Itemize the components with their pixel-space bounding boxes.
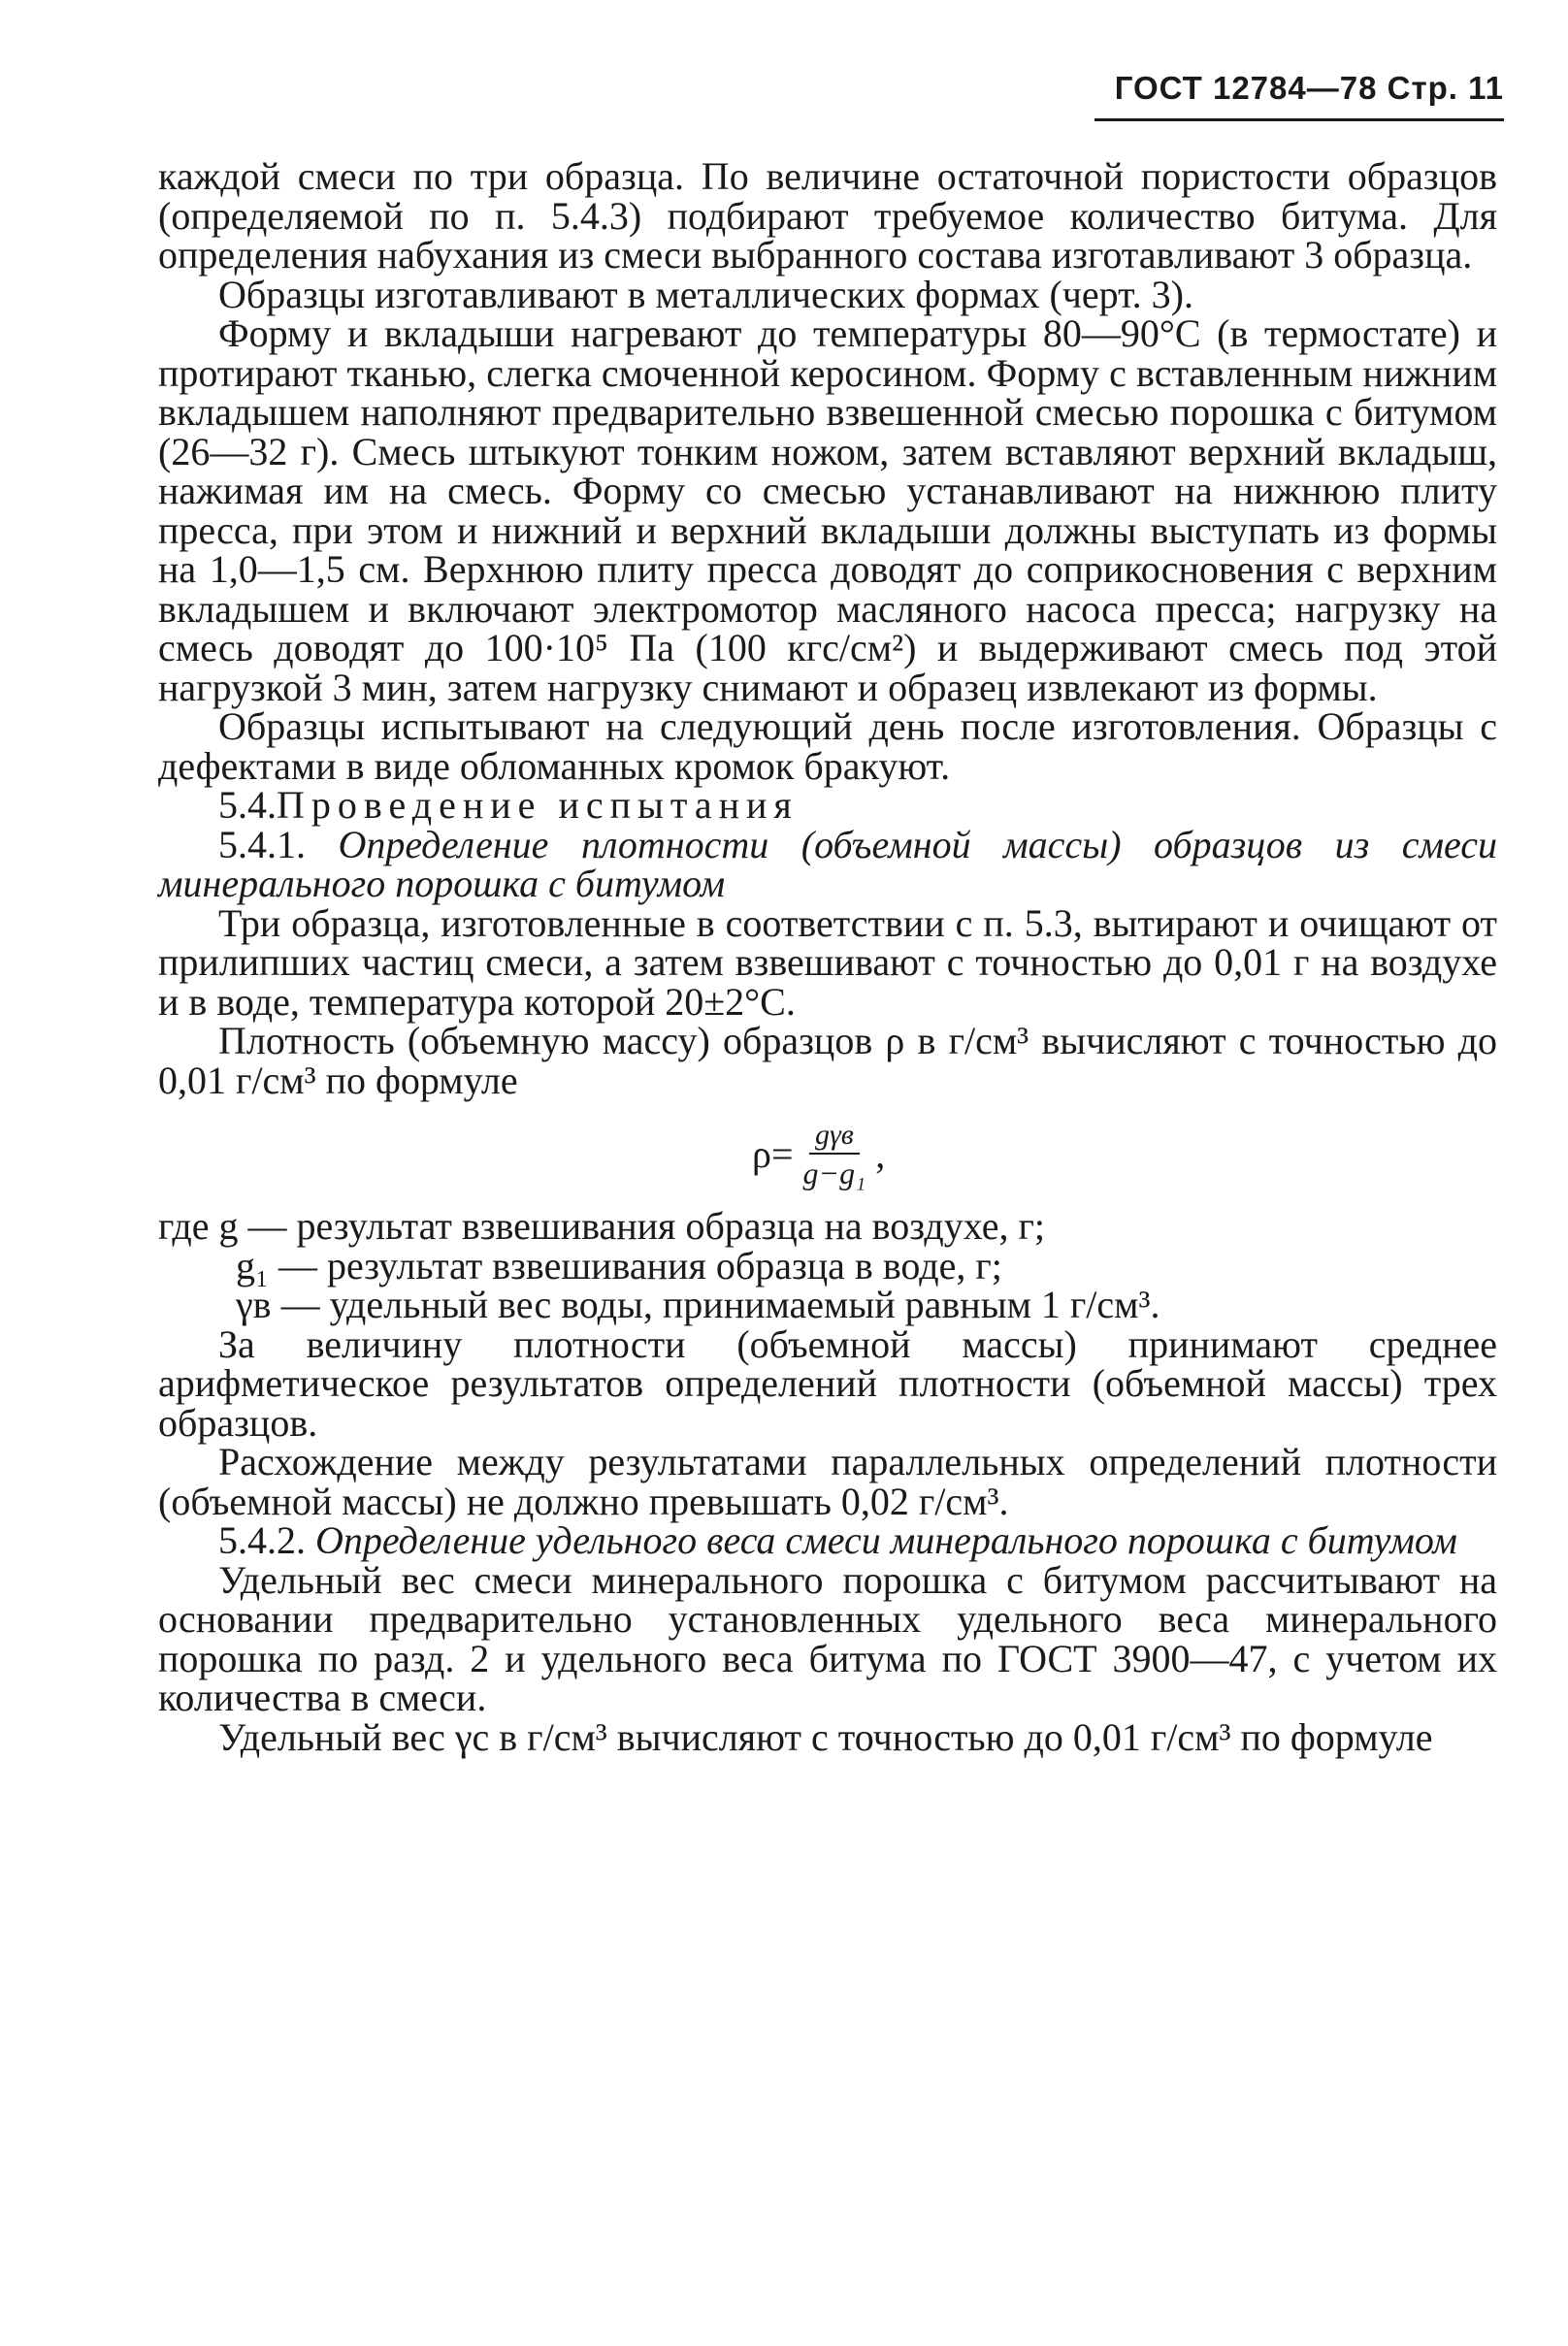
formula-numerator: gγв (809, 1118, 860, 1155)
page-header: ГОСТ 12784—78 Стр. 11 (1114, 70, 1504, 106)
paragraph: Образцы изготавливают в металлических формах (черт. 3). (218, 272, 1193, 316)
body-text (158, 154, 1497, 1759)
section-number: 5.4. (218, 783, 277, 827)
paragraph: Три образца, изготовленные в соответствии с п. 5.3, вытирают и очищают от прилипших частиц смеси, а затем взвешивают с точностью до 0,01 г на воздухе и в воде, температура которой 20±2°С. (158, 900, 1497, 1024)
paragraph: Удельный вес смеси минерального порошка с битумом рассчитывают на основании предварительно установленных удельного веса минерального порошка по разд. 2 и удельного веса битума по ГОСТ 3900—47, с учетом их количества в смеси. (158, 1557, 1497, 1719)
subsection-number: 5.4.2. (218, 1518, 306, 1562)
formula-block (158, 1100, 1497, 1207)
density-formula (752, 1118, 885, 1191)
subsection-title: Определение удельного веса смеси минерального порошка с битумом (315, 1518, 1457, 1562)
formula-denominator: g−g₁ (802, 1156, 866, 1190)
paragraph: Удельный вес γc в г/см³ вычисляют с точностью до 0,01 г/см³ по формуле (218, 1714, 1433, 1759)
legend-line: где g — результат взвешивания образца на воздухе, г; (158, 1204, 1045, 1248)
section-title: Проведение испытания (277, 783, 799, 827)
section-heading (158, 783, 1497, 827)
formula-fraction (803, 1118, 866, 1191)
paragraph: Форму и вкладыши нагревают до температуры 80—90°С (в термостате) и протирают тканью, слегка смоченной керосином. Форму с вставленным нижним вкладышем наполняют предварительно взвешенной смесью порошка с битумом (26—32 г). Смесь штыкуют тонким ножом, затем вставляют верхний вкладыш, нажимая им на смесь. Форму со смесью устанавливают на нижнюю плиту пресса, при этом и нижний и верхний вкладыши должны выступать из формы на 1,0—1,5 см. Верхнюю плиту пресса доводят до соприкосновения с верхним вкладышем и включают электромотор масляного насоса пресса; нагрузку на смесь доводят до 100·10⁵ Па (100 кгс/см²) и выдерживают смесь под этой нагрузкой 3 мин, затем нагрузку снимают и образец извлекают из формы. (158, 311, 1497, 709)
paragraph: Плотность (объемную массу) образцов ρ в г/см³ вычисляют с точностью до 0,01 г/см³ по формуле (158, 1019, 1497, 1102)
paragraph: Расхождение между результатами параллельных определений плотности (объемной массы) не должно превышать 0,02 г/см³. (158, 1440, 1497, 1523)
header-rule (1094, 118, 1504, 121)
subsection-heading (158, 822, 1497, 905)
legend-line: γв — удельный вес воды, принимаемый равным 1 г/см³. (236, 1283, 1160, 1326)
formula-trail: , (875, 1131, 886, 1176)
paragraph: Образцы испытывают на следующий день после изготовления. Образцы с дефектами в виде обломанных кромок бракуют. (158, 704, 1497, 788)
subsection-heading (158, 1518, 1497, 1562)
legend-line: g₁ — результат взвешивания образца в воде, г; (236, 1243, 1002, 1287)
subsection-number: 5.4.1. (218, 822, 306, 866)
formula-lhs: ρ= (752, 1131, 794, 1176)
paragraph: За величину плотности (объемной массы) принимают среднее арифметическое результатов определений плотности (объемной массы) трех образцов. (158, 1321, 1497, 1445)
paragraph: каждой смеси по три образца. По величине остаточной пористости образцов (определяемой по п. 5.4.3) подбирают требуемое количество битума. Для определения набухания из смеси выбранного состава изготавливают 3 образца. (158, 154, 1497, 277)
subsection-title: Определение плотности (объемной массы) образцов из смеси минерального порошка с битумом (158, 822, 1497, 905)
